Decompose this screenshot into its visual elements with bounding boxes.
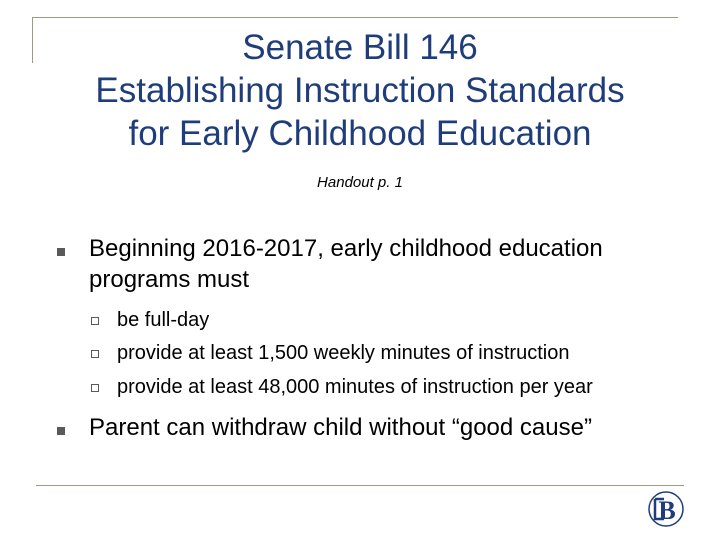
sub-bullet-box-icon [91,350,99,358]
sub-bullet-box-icon [91,384,99,392]
sub-bullet-box-icon [91,317,99,325]
handout-reference: Handout p. 1 [317,174,403,191]
sub-bullet-1: be full-day [117,309,210,331]
title-line-3: for Early Childhood Education [128,114,592,153]
title-line-2: Establishing Instruction Standards [95,71,625,110]
bullet-2-text: Parent can withdraw child without “good cause” [89,414,592,441]
frame-bottom-rule [36,485,684,486]
sub-bullet-3: provide at least 48,000 minutes of instruction per year [117,376,593,398]
sub-bullet-2: provide at least 1,500 weekly minutes of instruction [117,342,570,364]
bullet-1-text [89,233,709,295]
bill-logo-icon [648,491,684,527]
bullet-square-icon [57,427,65,435]
slide-title [0,26,720,155]
bullet-1-line-2: programs must [89,266,250,293]
frame-top-rule [32,17,678,18]
bullet-square-icon [57,248,65,256]
bullet-1-line-1: Beginning 2016-2017, early childhood education [89,235,603,262]
svg-text:B: B [658,496,676,525]
title-line-1: Senate Bill 146 [242,28,478,67]
